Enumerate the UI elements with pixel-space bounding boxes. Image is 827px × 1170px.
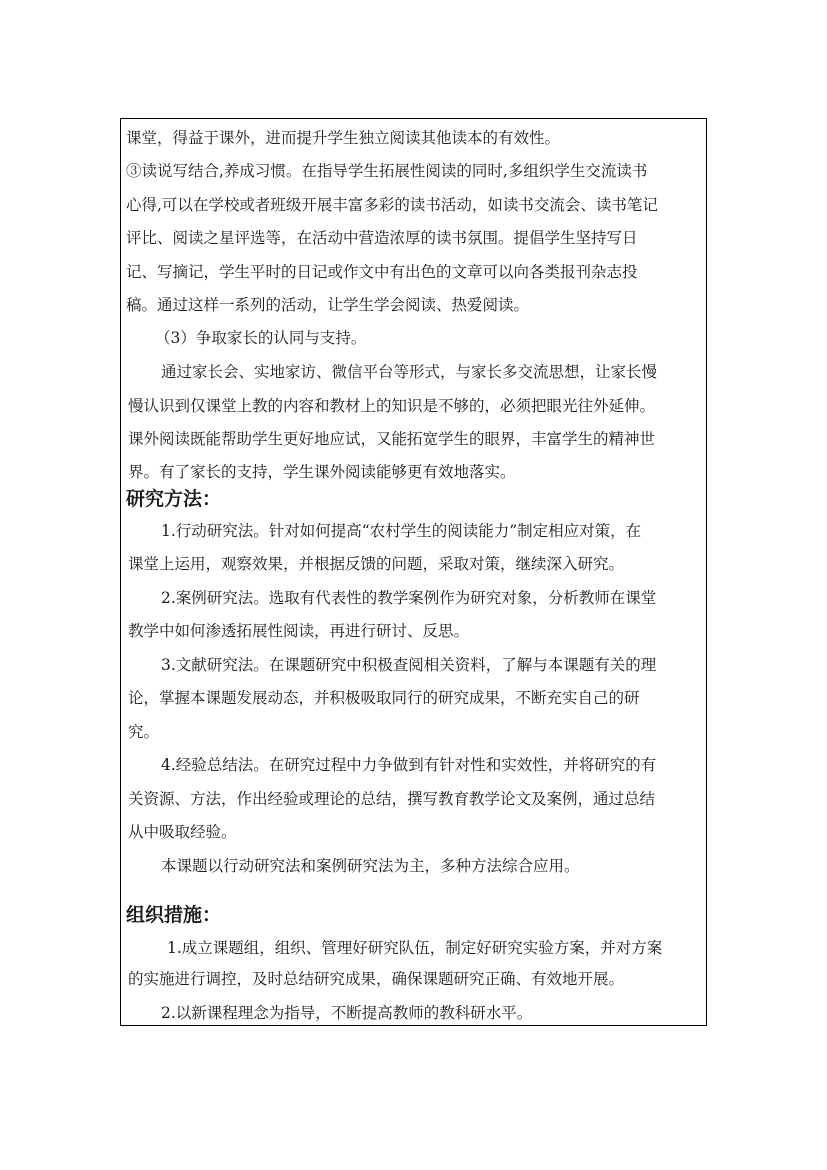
section-heading-measures: 组织措施： — [126, 904, 222, 926]
text-line: 教学中如何渗透拓展性阅读，再进行研讨、反思。 — [128, 622, 470, 640]
text-line: 的实施进行调控，及时总结研究成果，确保课题研究正确、有效地开展。 — [128, 970, 625, 988]
section-heading-methods: 研究方法： — [126, 488, 222, 510]
text-line: 课堂，得益于课外，进而提升学生独立阅读其他读本的有效性。 — [126, 129, 561, 147]
text-line: 究。 — [128, 723, 160, 741]
text-line: 稿。通过这样一系列的活动，让学生学会阅读、热爱阅读。 — [126, 296, 530, 314]
text-line: 课外阅读既能帮助学生更好地应试，又能拓宽学生的眼界，丰富学生的精神世 — [128, 430, 656, 448]
text-line: 慢认识到仅课堂上教的内容和教材上的知识是不够的，必须把眼光往外延伸。 — [128, 397, 656, 415]
text-line: ③读说写结合,养成习惯。在指导学生拓展性阅读的同时,多组织学生交流读书 — [126, 162, 648, 180]
text-line: 记、写摘记，学生平时的日记或作文中有出色的文章可以向各类报刊杂志投 — [126, 263, 638, 281]
text-line: 1.成立课题组，组织、管理好研究队伍，制定好研究实验方案，并对方案 — [167, 939, 663, 957]
text-line: 界。有了家长的支持，学生课外阅读能够更有效地落实。 — [128, 463, 516, 481]
text-line: 2.以新课程理念为指导，不断提高教师的教科研水平。 — [161, 1004, 533, 1022]
text-line: 论，掌握本课题发展动态，并积极吸取同行的研究成果，不断充实自己的研 — [128, 689, 640, 707]
text-line: 心得,可以在学校或者班级开展丰富多彩的读书活动，如读书交流会、读书笔记 — [126, 196, 658, 214]
text-line: 从中吸取经验。 — [128, 823, 237, 841]
text-line: 1.行动研究法。针对如何提高“农村学生的阅读能力”制定相应对策，在 — [161, 522, 642, 540]
text-line: 4.经验总结法。在研究过程中力争做到有针对性和实效性，并将研究的有 — [161, 756, 657, 774]
text-line: 通过家长会、实地家访、微信平台等形式，与家长多交流思想，让家长慢 — [161, 363, 658, 381]
text-line: 课堂上运用，观察效果，并根据反馈的问题，采取对策，继续深入研究。 — [128, 555, 625, 573]
text-line: 2.案例研究法。选取有代表性的教学案例作为研究对象，分析教师在课堂 — [161, 589, 657, 607]
text-line: 关资源、方法，作出经验或理论的总结，撰写教育教学论文及案例，通过总结 — [128, 790, 656, 808]
text-line: （3）争取家长的认同与支持。 — [155, 329, 367, 347]
text-line: 本课题以行动研究法和案例研究法为主，多种方法综合应用。 — [161, 857, 580, 875]
text-line: 3.文献研究法。在课题研究中积极查阅相关资料，了解与本课题有关的理 — [161, 656, 657, 674]
text-line: 评比、阅读之星评选等，在活动中营造浓厚的读书氛围。提倡学生坚持写日 — [126, 229, 638, 247]
